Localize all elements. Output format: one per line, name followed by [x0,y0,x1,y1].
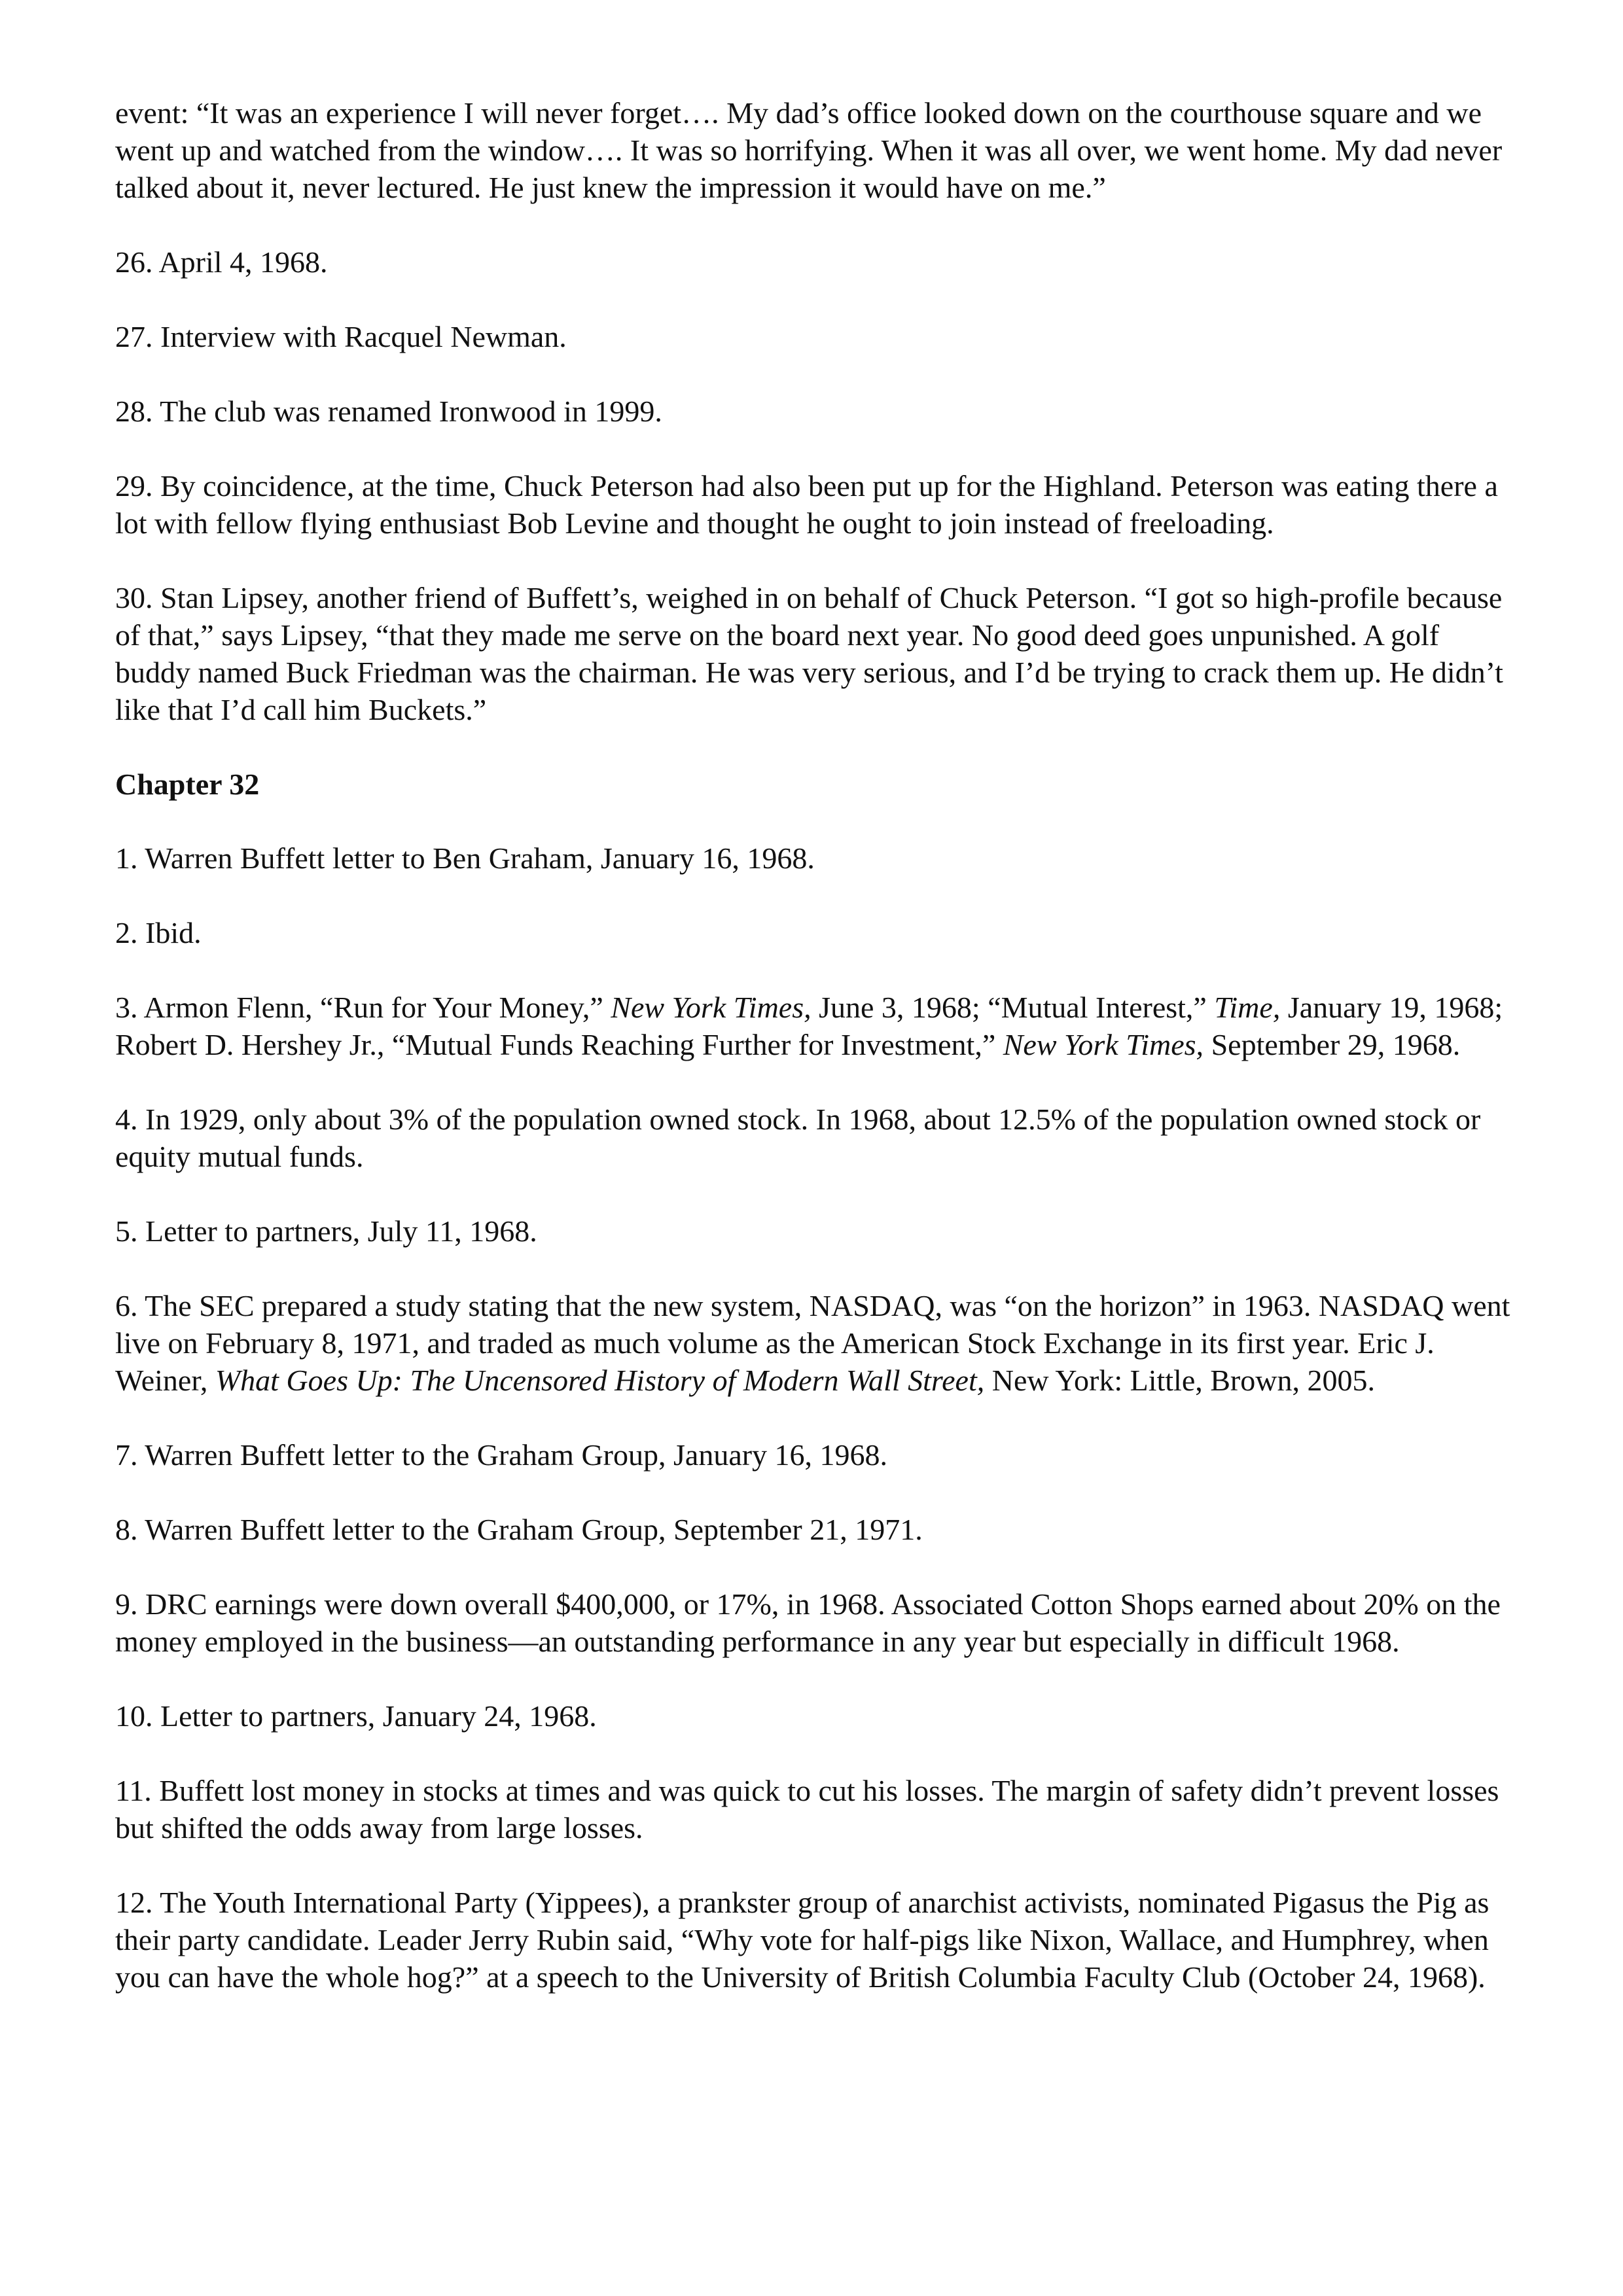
note-9: 9. DRC earnings were down overall $400,000, or 17%, in 1968. Associated Cotton Shops earned about 20% on the money employed in the business—an outstanding performance in any year but especially in difficult 1968. [115,1587,1501,1658]
note-27: 27. Interview with Racquel Newman. [115,320,567,353]
note-26: 26. April 4, 1968. [115,245,328,279]
note-3-part: June 3, 1968; “Mutual Interest,” [811,991,1215,1024]
note-3-italic-title: Time, [1214,991,1281,1024]
note-3-italic-title: New York Times, [611,991,812,1024]
note-3-part: January 19, 1968; Robert D. Hershey Jr., “Mutual Funds Reaching Further for Investment,” [115,991,1503,1061]
note-3 [115,989,1516,1063]
note-1: 1. Warren Buffett letter to Ben Graham, January 16, 1968. [115,841,815,875]
note-29: 29. By coincidence, at the time, Chuck Peterson had also been put up for the Highland. Peterson was eating there a lot with fellow flying enthusiast Bob Levine and thought he ought to join instead of freeloading. [115,469,1498,540]
note-6-part: 6. The SEC prepared a study stating that the new system, NASDAQ, was “on the horizon” in 1963. NASDAQ went live on February 8, 1971, and traded as much volume as the American Stock Exchange in its first year. Eric J. Weiner, [115,1289,1510,1397]
note-4: 4. In 1929, only about 3% of the population owned stock. In 1968, about 12.5% of the population owned stock or equity mutual funds. [115,1103,1481,1173]
note-10: 10. Letter to partners, January 24, 1968. [115,1699,597,1733]
page-body [115,94,1516,2033]
note-12: 12. The Youth International Party (Yippees), a prankster group of anarchist activists, nominated Pigasus the Pig as their party candidate. Leader Jerry Rubin said, “Why vote for half-pigs like Nixon, Wallace, and Humphrey, when you can have the whole hog?” at a speech to the University of British Columbia Faculty Club (October 24, 1968). [115,1886,1489,1994]
note-6 [115,1287,1516,1399]
note-3-part: September 29, 1968. [1204,1028,1461,1061]
note-6-italic-title: What Goes Up: The Uncensored History of Modern Wall Street, [215,1364,985,1397]
note-7: 7. Warren Buffett letter to the Graham Group, January 16, 1968. [115,1438,888,1472]
note-28: 28. The club was renamed Ironwood in 1999. [115,395,662,428]
continued-note-text: event: “It was an experience I will never forget…. My dad’s office looked down on the courthouse square and we went up and watched from the window…. It was so horrifying. When it was all over, we went home. My dad never talked about it, never lectured. He just knew the impression it would have on me.” [115,96,1503,204]
note-30: 30. Stan Lipsey, another friend of Buffett’s, weighed in on behalf of Chuck Peterson. “I got so high-profile because of that,” says Lipsey, “that they made me serve on the board next year. No good deed goes unpunished. A golf buddy named Buck Friedman was the chairman. He was very serious, and I’d be trying to crack them up. He didn’t like that I’d call him Buckets.” [115,581,1503,726]
note-3-italic-title: New York Times, [1003,1028,1204,1061]
note-11: 11. Buffett lost money in stocks at times and was quick to cut his losses. The margin of safety didn’t prevent losses but shifted the odds away from large losses. [115,1774,1499,1845]
note-3-part: 3. Armon Flenn, “Run for Your Money,” [115,991,611,1024]
note-2: 2. Ibid. [115,916,202,949]
note-5: 5. Letter to partners, July 11, 1968. [115,1214,537,1248]
note-8: 8. Warren Buffett letter to the Graham Group, September 21, 1971. [115,1513,923,1546]
chapter-heading: Chapter 32 [115,768,260,801]
note-6-part: New York: Little, Brown, 2005. [984,1364,1375,1397]
